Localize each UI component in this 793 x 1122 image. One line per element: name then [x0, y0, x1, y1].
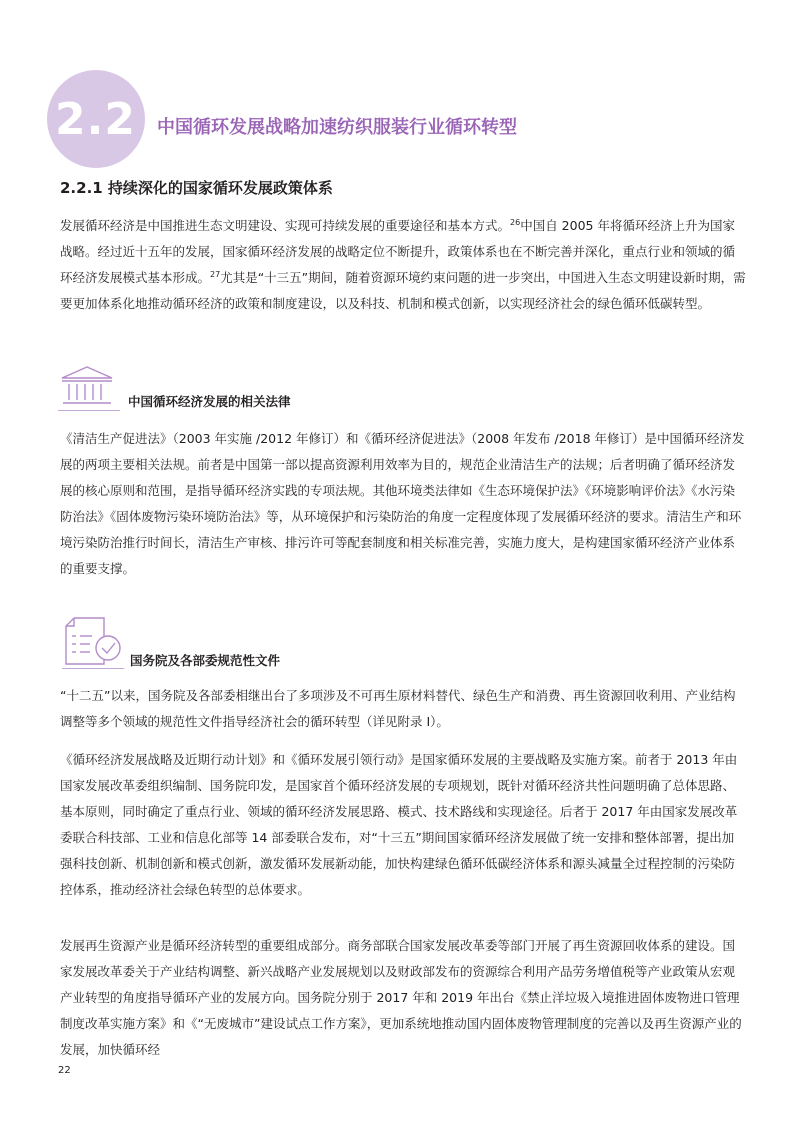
intro-text-2: 中国自 2005 年将循环经济上升为国家战略。经过近十五年的发展，国家循环经济发展的战略定位不断提升，政策体系也在不断完善并深化，重点行业和领域的循环经济发展模式基本形成。 — [60, 218, 736, 285]
section-title: 中国循环发展战略加速纺织服装行业循环转型 — [157, 117, 517, 138]
footnote-ref-26[interactable]: 26 — [510, 217, 521, 227]
building-columns-icon — [58, 364, 116, 408]
laws-title: 中国循环经济发展的相关法律 — [128, 394, 291, 409]
documents-paragraph-2: 《循环经济发展战略及近期行动计划》和《循环发展引领行动》是国家循环发展的主要战略及实施方案。前者于 2013 年由国家发展改革委组织编制、国务院印发，是国家首个循环经济发展的专项规划，既针对循环经济共性问题明确了总体思路、基本原则，同时确定了重点行业、领域的循环经济发展思路、模式、技术路线和实现途径。后者于 2017 年由国家发展改革委联合科技部、工业和信息化部等 14 部委联合发布，对“十三五”期间国家循环经济发展做了统一安排和整体部署，提出加强科技创新、机制创新和模式创新，激发循环发展新动能，加快构建绿色循环低碳经济体系和源头减量全过程控制的污染防控体系，推动经济社会绿色转型的总体要求。 — [60, 752, 738, 897]
icon-underline — [62, 668, 124, 669]
icon-underline — [58, 410, 120, 411]
page-number: 22 — [58, 1065, 71, 1076]
section-number: 2.2 — [55, 94, 136, 145]
documents-title: 国务院及各部委规范性文件 — [130, 653, 281, 668]
footnote-ref-27[interactable]: 27 — [210, 269, 221, 279]
intro-text-1: 发展循环经济是中国推进生态文明建设、实现可持续发展的重要途径和基本方式。 — [60, 218, 511, 233]
document-check-icon — [62, 616, 124, 668]
documents-paragraph-1: “十二五”以来，国务院及各部委相继出台了多项涉及不可再生原材料替代、绿色生产和消费、再生资源回收利用、产业结构调整等多个领域的规范性文件指导经济社会的循环转型（详见附录 I）。 — [60, 688, 736, 729]
subsection-heading: 2.2.1 持续深化的国家循环发展政策体系 — [60, 179, 333, 197]
intro-text-3: 尤其是“十三五”期间，随着资源环境约束问题的进一步突出，中国进入生态文明建设新时期，需要更加体系化地推动循环经济的政策和制度建设，以及科技、机制和模式创新，以实现经济社会的绿色循环低碳转型。 — [60, 270, 746, 311]
laws-paragraph: 《清洁生产促进法》（2003 年实施 /2012 年修订）和《循环经济促进法》（2008 年发布 /2018 年修订）是中国循环经济发展的两项主要相关法规。前者是中国第一部以提高资源利用效率为目的，规范企业清洁生产的法规；后者明确了循环经济发展的核心原则和范围，是指导循环经济实践的专项法规。其他环境类法律如《生态环境保护法》《环境影响评价法》《水污染防治法》《固体废物污染环境防治法》等，从环境保护和污染防治的角度一定程度体现了发展循环经济的要求。清洁生产和环境污染防治推行时间长，清洁生产审核、排污许可等配套制度和相关标准完善，实施力度大，是构建国家循环经济产业体系的重要支撑。 — [60, 431, 745, 576]
documents-paragraph-3: 发展再生资源产业是循环经济转型的重要组成部分。商务部联合国家发展改革委等部门开展了再生资源回收体系的建设。国家发展改革委关于产业结构调整、新兴战略产业发展规划以及财政部发布的资源综合利用产品劳务增值税等产业政策从宏观产业转型的角度指导循环产业的发展方向。国务院分别于 2017 年和 2019 年出台《禁止洋垃圾入境推进固体废物进口管理制度改革实施方案》和《“无废城市”建设试点工作方案》，更加系统地推动国内固体废物管理制度的完善以及再生资源产业的发展，加快循环经 — [60, 938, 742, 1057]
intro-paragraph — [60, 213, 746, 317]
